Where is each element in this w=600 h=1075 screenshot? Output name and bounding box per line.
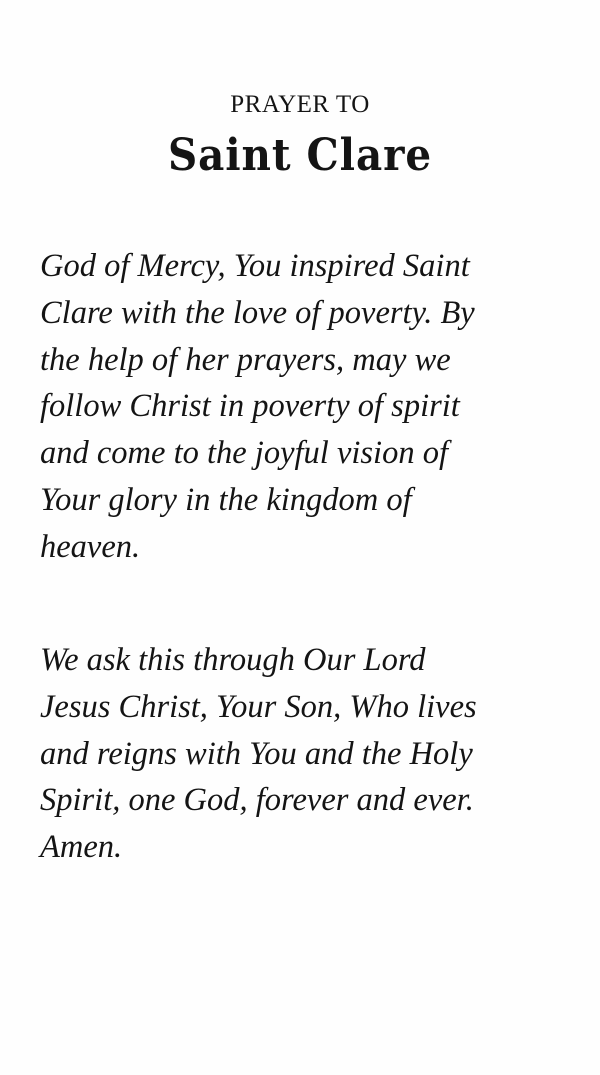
prayer-line: the help of her prayers, may we bbox=[40, 341, 451, 378]
prayer-line: We ask this through Our Lord bbox=[40, 642, 426, 678]
prayer-line: Spirit, one God, forever and ever. bbox=[40, 782, 474, 819]
prayer-line: Jesus Christ, Your Son, Who lives bbox=[40, 688, 477, 725]
prayer-line: follow Christ in poverty of spirit bbox=[40, 388, 460, 425]
prayer-line: heaven. bbox=[40, 528, 141, 565]
prayer-line: Clare with the love of poverty. By bbox=[40, 294, 475, 331]
prayer-paragraph-2 bbox=[40, 637, 580, 871]
prayer-line: Amen. bbox=[40, 829, 123, 866]
prayer-line: and reigns with You and the Holy bbox=[40, 735, 473, 772]
prayer-line: Your glory in the kingdom of bbox=[40, 481, 412, 518]
prayer-line: God of Mercy, You inspired Saint bbox=[40, 248, 470, 284]
prayer-title: Saint Clare bbox=[167, 130, 433, 181]
prayer-kicker: PRAYER TO bbox=[230, 91, 370, 118]
prayer-line: and come to the joyful vision of bbox=[40, 435, 448, 472]
prayer-paragraph-1 bbox=[40, 243, 580, 571]
